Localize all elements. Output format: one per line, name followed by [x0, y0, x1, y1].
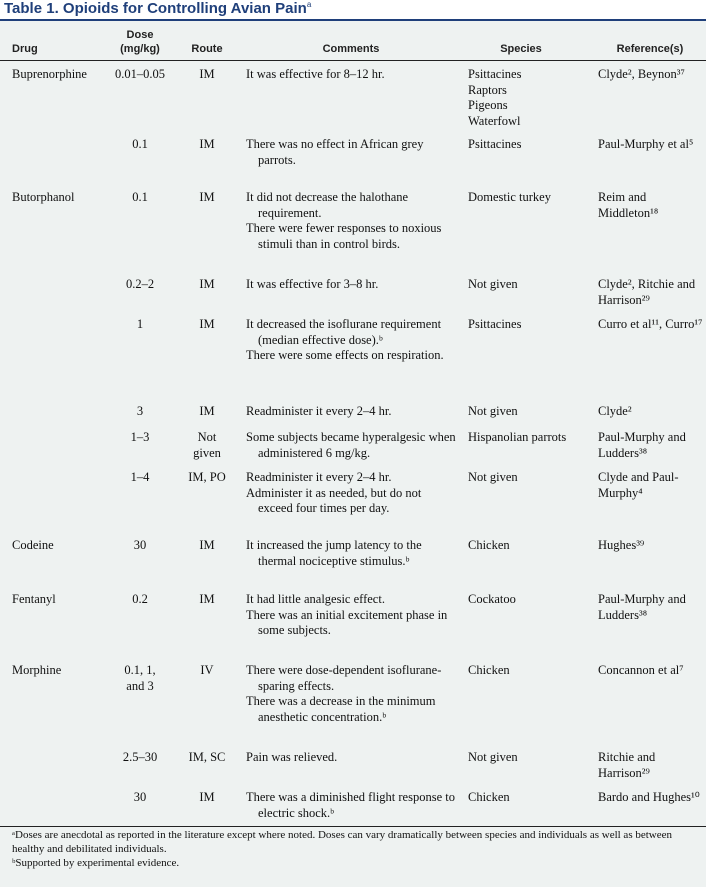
species-cell: Domestic turkey	[468, 190, 551, 204]
dose-cell: 0.1, 1, and 3	[124, 663, 156, 693]
comment-line: There were fewer responses to noxious stimuli than in control birds.	[246, 221, 442, 251]
comment-line: It decreased the isoflurane requirement (median effective dose).ᵇ	[246, 317, 442, 347]
species-cell: Chicken	[468, 663, 510, 677]
species-cell: Not given	[468, 277, 518, 291]
header-species: Species	[500, 43, 542, 55]
reference-cell: Concannon et al⁷	[598, 663, 684, 677]
header-dose: Dose (mg/kg)	[120, 29, 160, 55]
comments-cell	[246, 404, 456, 420]
species-cell: Psittacines Raptors Pigeons Waterfowl	[468, 67, 522, 128]
comments-cell	[246, 663, 456, 725]
species-cell: Psittacines	[468, 137, 522, 151]
reference-cell: Clyde², Beynon³⁷	[598, 67, 685, 81]
dose-cell: 0.1	[132, 137, 148, 151]
dose-cell: 0.01–0.05	[115, 67, 165, 81]
dose-cell: 1–3	[130, 430, 150, 444]
route-cell: IV	[200, 663, 214, 677]
comment-line: There was a decrease in the minimum anesthetic concentration.ᵇ	[246, 694, 436, 724]
header-rule	[0, 60, 706, 61]
species-cell: Chicken	[468, 790, 510, 804]
dose-cell: 3	[136, 404, 144, 418]
comment-line: It did not decrease the halothane requirement.	[246, 190, 409, 220]
route-cell: IM	[199, 67, 215, 81]
comments-cell	[246, 592, 456, 639]
comment-line: Administer it as needed, but do not exceed four times per day.	[246, 485, 422, 515]
bottom-rule	[0, 826, 706, 827]
comment-line: Readminister it every 2–4 hr.	[246, 470, 392, 484]
table-title: Table 1. Opioids for Controlling Avian Pain$^a$	[4, 0, 312, 17]
route-cell: IM	[199, 790, 215, 804]
header-drug: Drug	[12, 43, 38, 55]
drug-cell: Codeine	[12, 538, 54, 552]
reference-cell: Bardo and Hughes¹⁰	[598, 790, 700, 804]
comment-line: It had little analgesic effect.	[246, 592, 385, 606]
comment-line: Readminister it every 2–4 hr.	[246, 404, 392, 418]
dose-cell: 1	[136, 317, 144, 331]
comments-cell	[246, 67, 456, 83]
comments-cell	[246, 790, 456, 821]
species-cell: Cockatoo	[468, 592, 516, 606]
comment-line: There was a diminished flight response to electric shock.ᵇ	[246, 790, 455, 820]
comment-line: It was effective for 3–8 hr.	[246, 277, 379, 291]
comment-line: There was no effect in African grey parrots.	[246, 137, 424, 167]
comment-line: There were dose-dependent isoflurane-sparing effects.	[246, 663, 442, 693]
comments-cell	[246, 538, 456, 569]
reference-cell: Ritchie and Harrison²⁹	[598, 750, 656, 780]
comment-line: There were some effects on respiration.	[246, 348, 444, 362]
species-cell: Not given	[468, 404, 518, 418]
header-comments: Comments	[322, 43, 380, 55]
species-cell: Not given	[468, 470, 518, 484]
comments-cell	[246, 470, 456, 517]
route-cell: IM	[199, 404, 215, 418]
reference-cell: Clyde and Paul-Murphy⁴	[598, 470, 679, 500]
drug-cell: Morphine	[12, 663, 62, 677]
reference-cell: Clyde²	[598, 404, 632, 418]
comments-cell	[246, 277, 456, 293]
drug-cell: Butorphanol	[12, 190, 75, 204]
species-cell: Not given	[468, 750, 518, 764]
dose-cell: 30	[133, 538, 147, 552]
dose-cell: 30	[133, 790, 147, 804]
drug-cell: Fentanyl	[12, 592, 56, 606]
footnotes	[12, 828, 702, 870]
table-header	[0, 21, 706, 61]
reference-cell: Reim and Middleton¹⁸	[598, 190, 659, 220]
header-references: Reference(s)	[616, 43, 684, 55]
species-cell: Hispanolian parrots	[468, 430, 567, 444]
reference-cell: Clyde², Ritchie and Harrison²⁹	[598, 277, 696, 307]
reference-cell: Hughes³⁹	[598, 538, 645, 552]
dose-cell: 0.1	[132, 190, 148, 204]
footnote-a: ᵃDoses are anecdotal as reported in the literature except where noted. Doses can vary dramatically between species and individuals as well as between healthy and debilitated individuals.	[12, 829, 672, 855]
header-route: Route	[191, 43, 223, 55]
footnote-b: ᵇSupported by experimental evidence.	[12, 857, 180, 869]
route-cell: IM	[199, 190, 215, 204]
comment-line: It increased the jump latency to the thermal nociceptive stimulus.ᵇ	[246, 538, 422, 568]
title-bar	[0, 0, 706, 20]
route-cell: IM	[199, 277, 215, 291]
route-cell: IM	[199, 538, 215, 552]
comments-cell	[246, 190, 456, 252]
comment-line: It was effective for 8–12 hr.	[246, 67, 385, 81]
route-cell: IM	[199, 592, 215, 606]
dose-cell: 2.5–30	[122, 750, 158, 764]
route-cell: IM	[199, 137, 215, 151]
dose-cell: 0.2–2	[125, 277, 155, 291]
route-cell: IM, SC	[188, 750, 226, 764]
reference-cell: Paul-Murphy and Ludders³⁸	[598, 592, 686, 622]
comment-line: Some subjects became hyperalgesic when administered 6 mg/kg.	[246, 430, 456, 460]
comment-line: There was an initial excitement phase in some subjects.	[246, 607, 448, 637]
species-cell: Chicken	[468, 538, 510, 552]
dose-cell: 0.2	[132, 592, 148, 606]
comments-cell	[246, 750, 456, 766]
route-cell: Not given	[193, 430, 221, 460]
reference-cell: Paul-Murphy and Ludders³⁸	[598, 430, 686, 460]
species-cell: Psittacines	[468, 317, 522, 331]
route-cell: IM	[199, 317, 215, 331]
comments-cell	[246, 430, 456, 461]
dose-cell: 1–4	[130, 470, 150, 484]
comment-line: Pain was relieved.	[246, 750, 338, 764]
drug-cell: Buprenorphine	[12, 67, 87, 81]
reference-cell: Curro et al¹¹, Curro¹⁷	[598, 317, 703, 331]
comments-cell	[246, 137, 456, 168]
reference-cell: Paul-Murphy et al⁵	[598, 137, 694, 151]
route-cell: IM, PO	[188, 470, 226, 484]
comments-cell	[246, 317, 456, 364]
